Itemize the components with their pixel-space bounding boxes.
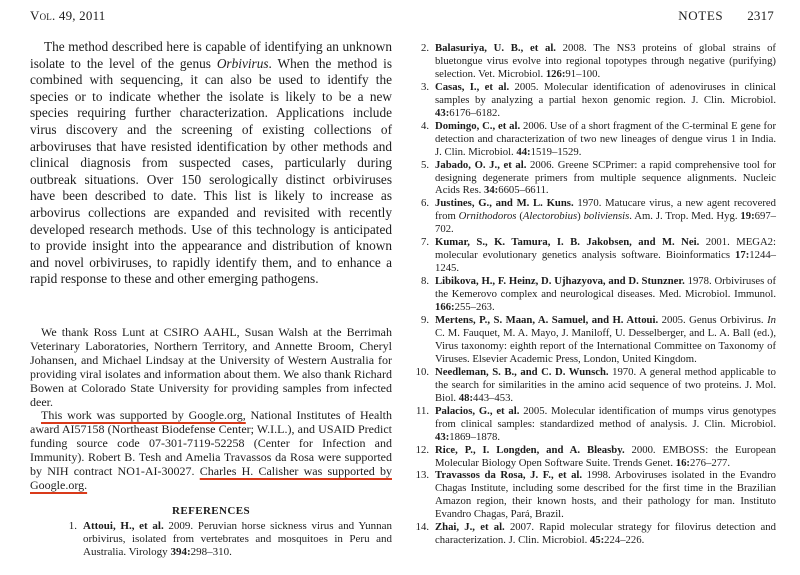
references-heading: REFERENCES — [172, 505, 250, 517]
text-segment: 48: — [458, 391, 474, 404]
reference-item — [410, 197, 776, 236]
reference-number: 9. — [420, 314, 429, 327]
text-segment: 697–702. — [435, 210, 776, 236]
page-header-right — [678, 8, 774, 24]
acknowledgment-paragraph — [30, 326, 392, 409]
text-segment: Jabado, O. J., et al. — [435, 158, 527, 171]
left-column-body — [30, 39, 392, 288]
reference-number: 2. — [420, 42, 429, 54]
text-segment: 1998. Arboviruses isolated in the Evandro Chagas Institute, including some described for the first time in the Brazilian Amazon region, their known hosts, and their pathology for man. Instituto Evandro Chagas, Pará, Brazil. — [435, 469, 776, 521]
text-segment: 224–226. — [604, 534, 645, 547]
reference-item — [410, 314, 776, 366]
text-segment: 1978. Orbiviruses of the Kemerovo complex and neurological diseases. Med. Microbiol. Immunol. — [435, 275, 776, 301]
text-segment: 2005. Molecular identification of adenoviruses in clinical samples by analyzing a partial hexon genomic region. J. Clin. Microbiol. — [435, 80, 777, 106]
reference-item — [410, 42, 776, 81]
reference-text — [435, 521, 776, 547]
reference-number: 1. — [68, 520, 77, 532]
text-segment: 2000. EMBOSS: the European Molecular Biology Open Software Suite. Trends Genet. — [435, 443, 776, 469]
reference-number: 8. — [420, 275, 429, 288]
reference-text — [435, 81, 776, 120]
reference-text — [435, 314, 776, 366]
text-segment: Casas, I., et al. — [435, 80, 510, 93]
text-segment: 394: — [170, 546, 191, 559]
running-head: NOTES — [678, 8, 724, 23]
text-segment: 166: — [435, 301, 455, 314]
text-segment: Libikova, H., F. Heinz, D. Ujhazyova, and D. Stunzner. — [435, 275, 685, 288]
text-segment: 255–263. — [454, 301, 495, 314]
text-segment: Palacios, G., et al. — [435, 404, 520, 417]
funding-paragraph — [30, 409, 392, 492]
text-segment: Kumar, S., K. Tamura, I. B. Jakobsen, and M. Nei. — [435, 236, 700, 249]
reference-item — [410, 366, 776, 405]
text-segment: Attoui, H., et al. — [83, 520, 164, 532]
reference-text — [435, 159, 776, 198]
reference-number: 7. — [420, 236, 429, 249]
text-segment: Travassos da Rosa, J. F., et al. — [435, 469, 583, 482]
text-segment: C. M. Fauquet, M. A. Mayo, J. Maniloff, U. Desselberger, and L. A. Ball (ed.), Virus taxonomy: eighth report of the International Committee on Taxonomy of Viruses. Elsevier Academic Press, London, United Kingdom. — [435, 326, 776, 365]
text-segment: 2006. Use of a short fragment of the C-terminal E gene for detection and characterization of two new lineages of dengue virus 1 in India. J. Clin. Microbiol. — [435, 119, 777, 158]
reference-number: 14. — [415, 521, 429, 534]
text-segment: 1244–1245. — [435, 249, 776, 275]
text-segment: The method described here is capable of identifying an unknown isolate to the level of the genus — [30, 39, 392, 71]
references-list-right — [410, 42, 776, 547]
reference-number: 4. — [420, 119, 429, 132]
reference-number: 5. — [420, 158, 429, 171]
reference-number: 3. — [420, 80, 429, 93]
text-segment: 2009. Peruvian horse sickness virus and Yunnan orbivirus, isolated from vertebrates and mosquitoes in Peru and Australia. Virology — [83, 520, 393, 559]
text-segment: . When the method is combined with sequencing, it can also be used to identify the species or to indicate whether the isolate is likely to be a new species requiring further characterization. Applications include virus discovery and the screening of existing collections of arboviruses that have resisted identification by other methods and clinical diagnosis from suspected cases, particularly during outbreak situations. Over 150 serologically distinct orbiviruses have been described to date. This list is likely to increase as arbovirus collections are expanded and revisited with recently developed research methods. Use of this technology is anticipated to provide insight into the appearance and distribution of known and novel orbiviruses, to rapidly identify them, and to enhance a rapid response to these and other emerging pathogens. — [30, 55, 392, 287]
page-number: 2317 — [747, 8, 774, 23]
references-list-left — [58, 520, 392, 559]
text-segment: We thank Ross Lunt at CSIRO AAHL, Susan Walsh at the Berrimah Veterinary Laboratories, Northern Territory, and Annette Broom, Cheryl Johansen, and Michael Lindsay at the University of Western Australia for providing viral isolates and information about them. We also thank Richard Bowen at Colorado State University for providing samples from infected deer. — [30, 325, 392, 409]
reference-item — [410, 159, 776, 198]
text-segment: 298–310. — [190, 546, 232, 559]
text-segment: 2007. Rapid molecular strategy for filovirus detection and characterization. J. Clin. Microbiol. — [435, 521, 776, 547]
text-segment: 16: — [675, 456, 690, 469]
text-segment: 2005. Molecular identification of mumps virus genotypes from clinical samples: standardized method of analysis. J. Clin. Microbiol. — [435, 404, 776, 430]
red-underline-annotation: This work was supported by Google.org, — [41, 408, 246, 423]
text-segment: Justines, G., and M. L. Kuns. — [435, 197, 574, 210]
reference-item — [410, 275, 776, 314]
text-segment: 19: — [740, 210, 755, 223]
text-segment: 1519–1529. — [530, 145, 582, 158]
text-segment: 126: — [545, 67, 566, 80]
reference-text — [435, 236, 776, 275]
text-segment: 91–100. — [565, 67, 601, 80]
text-segment: 45: — [589, 534, 605, 547]
reference-item — [410, 236, 776, 275]
text-segment: Needleman, S. B., and C. D. Wunsch. — [435, 365, 609, 378]
reference-item — [410, 521, 776, 547]
reference-number: 12. — [415, 443, 429, 456]
text-segment: Alectorobius — [522, 210, 578, 223]
reference-text — [435, 366, 776, 405]
text-segment: 2008. The NS3 proteins of global strains of bluetongue virus evolve into regional topotypes through negative (purifying) selection. Vet. Microbiol. — [435, 42, 776, 80]
acknowledgments-section — [30, 326, 392, 493]
reference-number: 11. — [416, 404, 429, 417]
reference-item — [410, 469, 776, 521]
text-segment: Mertens, P., S. Maan, A. Samuel, and H. Attoui. — [435, 314, 659, 327]
text-segment: Ornithodoros — [458, 210, 517, 223]
text-segment: Balasuriya, U. B., et al. — [435, 42, 556, 54]
text-segment: Zhai, J., et al. — [435, 521, 505, 534]
text-segment: 1970. Matucare virus, a new agent recovered from — [435, 197, 776, 223]
text-segment: 44: — [516, 145, 531, 158]
reference-item — [410, 405, 776, 444]
text-segment: 34: — [483, 184, 499, 197]
red-underline-annotation: Charles H. Calisher was supported by Google.org. — [30, 464, 392, 492]
reference-number: 10. — [415, 365, 429, 378]
text-segment: 17: — [735, 249, 750, 262]
text-segment: 6176–6182. — [449, 106, 501, 119]
reference-text — [435, 444, 776, 470]
body-paragraph — [30, 39, 392, 288]
reference-item — [410, 81, 776, 120]
reference-text — [435, 42, 776, 81]
text-segment: 443–453. — [473, 391, 514, 404]
text-segment: 2006. Greene SCPrimer: a rapid comprehensive tool for designing degenerate primers from multiple sequence alignments. Nucleic Acids Res. — [435, 158, 776, 197]
text-segment: 1869–1878. — [449, 430, 501, 443]
reference-item — [58, 520, 392, 559]
text-segment: 2005. Genus Orbivirus. — [658, 314, 768, 327]
text-segment: 276–277. — [689, 456, 731, 469]
text-segment: . Am. J. Trop. Med. Hyg. — [629, 210, 741, 223]
text-segment: In — [767, 314, 776, 327]
text-segment: National Institutes of Health award AI57158 (Northeast Biodefense Center; W.I.L.), and USAID Predict funding source code 07-301-7119-52258 (Center for Infection and Immunity). Robert B. Tesh and Amelia Travassos da Rosa were supported by NIH contract NO1-AI-30027. — [30, 408, 392, 479]
reference-item — [410, 120, 776, 159]
reference-text — [435, 469, 776, 521]
text-segment: boliviensis — [583, 210, 630, 223]
volume-header: Vol. 49, 2011 — [30, 8, 106, 23]
text-segment: 43: — [435, 430, 450, 443]
text-segment: 2001. MEGA2: molecular evolutionary genetics analysis software. Bioinformatics — [435, 236, 776, 262]
reference-text — [435, 120, 776, 159]
reference-text — [435, 405, 776, 444]
text-segment: 43: — [435, 106, 450, 119]
text-segment: 6605–6611. — [498, 184, 549, 197]
reference-number: 6. — [420, 197, 429, 210]
reference-text — [435, 275, 776, 314]
reference-text — [435, 197, 776, 236]
text-segment: Domingo, C., et al. — [435, 119, 521, 132]
text-segment: 1970. A general method applicable to the search for similarities in the amino acid sequence of two proteins. J. Mol. Biol. — [435, 365, 776, 404]
text-segment: Rice, P., I. Longden, and A. Bleasby. — [435, 443, 625, 456]
text-segment: ) — [577, 210, 584, 223]
text-segment: Orbivirus — [216, 55, 269, 71]
reference-number: 13. — [415, 469, 429, 482]
reference-item — [410, 444, 776, 470]
reference-text — [83, 520, 392, 559]
text-segment: ( — [516, 210, 523, 223]
